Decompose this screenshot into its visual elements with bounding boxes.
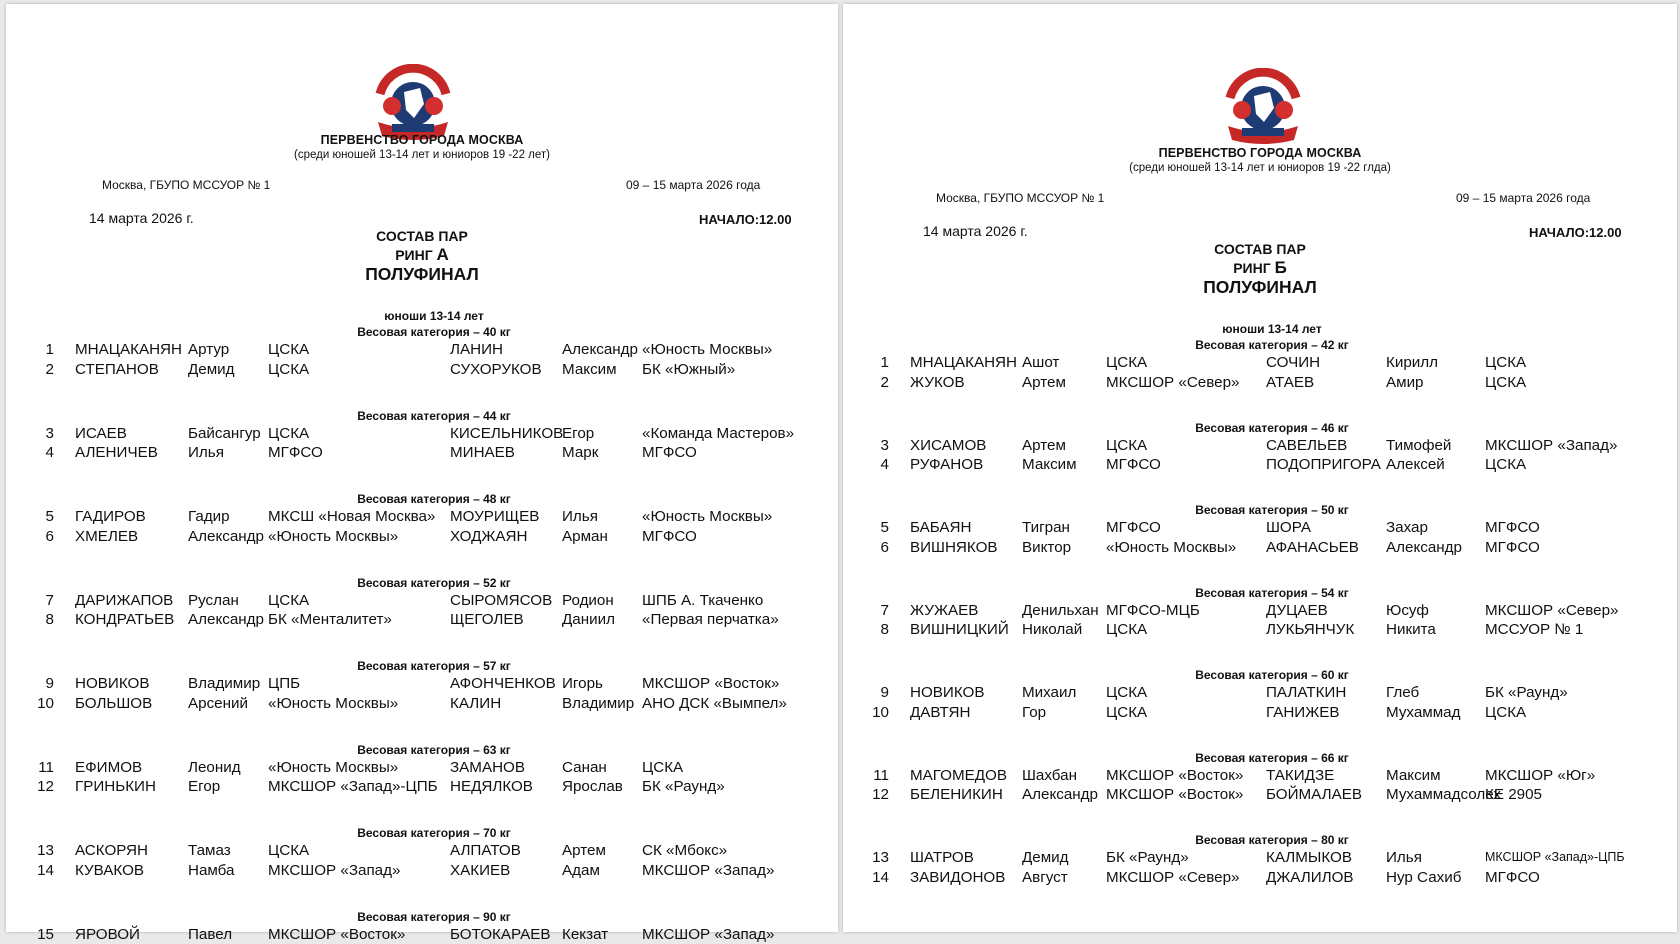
weight-group [6,575,838,630]
boxer-blue-club: ЦСКА [1485,455,1526,475]
boxer-blue-club: БК «Южный» [642,360,735,380]
bout-row [6,340,838,360]
boxer-red-surname: ГАДИРОВ [75,507,146,527]
boxer-blue-surname: ГАНИЖЕВ [1266,703,1340,723]
weight-category: Весовая категория – 46 кг [843,420,1677,436]
bout-number: 7 [871,601,889,621]
boxer-red-club: ЦСКА [1106,683,1147,703]
ring-letter: А [437,245,449,264]
bout-row [6,360,838,380]
boxer-blue-surname: АФОНЧЕНКОВ [450,674,556,694]
boxer-blue-surname: САВЕЛЬЕВ [1266,436,1347,456]
boxer-red-name: Артем [1022,373,1066,393]
boxer-red-club: МГФСО [1106,518,1161,538]
boxer-red-club: МКСШ «Новая Москва» [268,507,435,527]
bout-number: 14 [871,868,889,888]
boxer-red-club: ЦСКА [1106,703,1147,723]
boxer-blue-club: «Юность Москвы» [642,507,772,527]
boxer-blue-name: Игорь [562,674,603,694]
boxer-red-club: МКСШОР «Запад» [268,861,400,881]
weight-group [6,742,838,797]
bout-row [843,683,1677,703]
boxer-red-surname: ДАРИЖАПОВ [75,591,173,611]
weight-category: Весовая категория – 90 кг [6,909,838,925]
bout-number: 3 [871,436,889,456]
boxer-blue-club: ЦСКА [1485,353,1526,373]
boxer-blue-name: Мухаммадсолех [1386,785,1501,805]
boxer-red-surname: БОЛЬШОВ [75,694,152,714]
boxer-blue-club: ЦСКА [642,758,683,778]
bout-number: 9 [36,674,54,694]
boxer-red-name: Владимир [188,674,260,694]
boxer-red-name: Михаил [1022,683,1076,703]
protocol-sheet-ring-b [843,4,1677,932]
boxer-red-club: ЦСКА [1106,353,1147,373]
boxer-blue-surname: ДЖАЛИЛОВ [1266,868,1354,888]
boxer-blue-surname: ШОРА [1266,518,1311,538]
boxer-blue-surname: КИСЕЛЬНИКОВ [450,424,563,444]
boxer-blue-club: МГФСО [642,527,697,547]
boxer-blue-club: МССУОР № 1 [1485,620,1583,640]
boxer-blue-club: БК «Раунд» [1485,683,1568,703]
boxer-red-surname: ХИСАМОВ [910,436,986,456]
bout-number: 2 [36,360,54,380]
boxer-red-name: Шахбан [1022,766,1077,786]
age-group: юноши 13-14 лет [6,308,838,324]
weight-category: Весовая категория – 52 кг [6,575,838,591]
boxer-red-club: «Юность Москвы» [268,694,398,714]
boxer-blue-surname: СЫРОМЯСОВ [450,591,552,611]
weight-group [6,825,838,880]
bout-number: 5 [871,518,889,538]
boxer-blue-club: «Юность Москвы» [642,340,772,360]
boxer-red-club: МКСШОР «Восток» [1106,766,1243,786]
boxer-red-surname: ВИШНИЦКИЙ [910,620,1009,640]
boxer-red-club: ЦСКА [268,841,309,861]
boxing-federation-logo [1220,68,1306,144]
boxer-blue-name: Мухаммад [1386,703,1460,723]
boxer-red-club: МКСШОР «Север» [1106,868,1239,888]
bout-row [843,848,1677,868]
boxer-red-name: Тамаз [188,841,231,861]
ring-label: РИНГ [395,247,436,263]
bout-row [843,436,1677,456]
weight-category: Весовая категория – 48 кг [6,491,838,507]
boxer-blue-name: Максим [562,360,617,380]
boxer-red-surname: ИСАЕВ [75,424,127,444]
boxer-red-club: БК «Раунд» [1106,848,1189,868]
ring-label: РИНГ [1233,260,1274,276]
boxer-blue-name: Кирилл [1386,353,1438,373]
weight-group [6,909,838,944]
boxer-blue-surname: НЕДЯЛКОВ [450,777,533,797]
boxer-red-surname: ЖУЖАЕВ [910,601,978,621]
start-time: НАЧАЛО:12.00 [1529,225,1622,240]
boxer-blue-name: Илья [562,507,598,527]
bout-row [6,527,838,547]
boxer-blue-surname: ТАКИДЗЕ [1266,766,1334,786]
boxer-red-surname: АЛЕНИЧЕВ [75,443,158,463]
boxer-red-name: Максим [1022,455,1077,475]
weight-category: Весовая категория – 57 кг [6,658,838,674]
stage-title: ПОЛУФИНАЛ [6,264,838,285]
bout-row [843,353,1677,373]
boxer-blue-surname: ХАКИЕВ [450,861,510,881]
boxer-red-club: ЦСКА [268,591,309,611]
venue: Москва, ГБУПО МССУОР № 1 [936,191,1104,205]
ring-letter: Б [1275,258,1287,277]
boxer-red-name: Александр [188,527,264,547]
bout-row [843,518,1677,538]
boxer-blue-name: Владимир [562,694,634,714]
boxer-blue-club: МКСШОР «Запад»-ЦПБ [1485,848,1625,868]
boxer-blue-club: ЦСКА [1485,703,1526,723]
boxer-red-surname: НОВИКОВ [75,674,149,694]
bout-row [6,777,838,797]
boxer-red-club: БК «Менталитет» [268,610,392,630]
bout-number: 4 [871,455,889,475]
bout-row [6,674,838,694]
boxer-blue-surname: АТАЕВ [1266,373,1314,393]
bout-row [843,766,1677,786]
bout-number: 14 [36,861,54,881]
boxer-red-surname: КОНДРАТЬЕВ [75,610,174,630]
bout-number: 12 [36,777,54,797]
boxer-blue-club: МКСШОР «Юг» [1485,766,1595,786]
weight-category: Весовая категория – 50 кг [843,502,1677,518]
boxer-red-name: Александр [1022,785,1098,805]
boxer-blue-surname: ЩЕГОЛЕВ [450,610,524,630]
boxer-blue-club: МКСШОР «Восток» [642,674,779,694]
boxer-red-name: Намба [188,861,234,881]
boxer-red-club: ЦПБ [268,674,300,694]
weight-category: Весовая категория – 63 кг [6,742,838,758]
boxer-red-name: Егор [188,777,220,797]
boxer-red-surname: ШАТРОВ [910,848,974,868]
boxer-blue-name: Адам [562,861,600,881]
boxer-red-surname: МНАЦАКАНЯН [910,353,1017,373]
boxer-red-surname: ЯРОВОЙ [75,925,140,944]
boxer-blue-surname: БОЙМАЛАЕВ [1266,785,1362,805]
bouts-list [843,321,1677,887]
boxer-red-surname: МАГОМЕДОВ [910,766,1007,786]
boxer-blue-name: Максим [1386,766,1441,786]
boxer-red-club: МКСШОР «Восток» [268,925,405,944]
bout-number: 6 [36,527,54,547]
bout-row [843,601,1677,621]
boxer-red-club: МКСШОР «Запад»-ЦПБ [268,777,438,797]
weight-category: Весовая категория – 66 кг [843,750,1677,766]
weight-group [843,585,1677,640]
boxer-blue-name: Даниил [562,610,615,630]
weight-category: Весовая категория – 80 кг [843,832,1677,848]
boxer-red-club: ЦСКА [1106,436,1147,456]
boxer-blue-name: Санан [562,758,607,778]
weight-category: Весовая категория – 70 кг [6,825,838,841]
boxer-blue-name: Тимофей [1386,436,1451,456]
boxer-blue-club: КЕ 2905 [1485,785,1542,805]
age-group: юноши 13-14 лет [843,321,1677,337]
boxer-red-name: Александр [188,610,264,630]
boxer-blue-name: Егор [562,424,594,444]
boxer-blue-name: Арман [562,527,608,547]
boxer-blue-name: Марк [562,443,598,463]
boxer-blue-surname: ДУЦАЕВ [1266,601,1328,621]
boxer-red-name: Август [1022,868,1068,888]
boxer-blue-name: Александр [562,340,638,360]
boxing-federation-logo [370,64,456,140]
championship-title: ПЕРВЕНСТВО ГОРОДА МОСКВА [6,133,838,147]
bout-row [6,443,838,463]
boxer-red-club: «Юность Москвы» [1106,538,1236,558]
boxer-red-name: Денильхан [1022,601,1099,621]
boxer-red-surname: ГРИНЬКИН [75,777,156,797]
championship-subtitle: (среди юношей 13-14 лет и юниоров 19 -22 глда) [843,162,1677,174]
boxer-red-name: Руслан [188,591,239,611]
boxer-blue-surname: КАЛМЫКОВ [1266,848,1352,868]
bout-row [6,925,838,944]
boxer-red-club: МГФСО [268,443,323,463]
boxer-blue-name: Никита [1386,620,1436,640]
event-date: 14 марта 2026 г. [89,210,194,226]
boxer-red-surname: ЗАВИДОНОВ [910,868,1005,888]
boxer-blue-club: «Первая перчатка» [642,610,779,630]
boxer-red-name: Арсений [188,694,248,714]
bout-row [843,373,1677,393]
bout-number: 1 [36,340,54,360]
bout-number: 4 [36,443,54,463]
boxer-red-surname: РУФАНОВ [910,455,983,475]
pairs-title: СОСТАВ ПАР [6,228,838,244]
bout-number: 13 [36,841,54,861]
boxer-red-club: ЦСКА [1106,620,1147,640]
championship-title: ПЕРВЕНСТВО ГОРОДА МОСКВА [843,146,1677,160]
bout-row [6,424,838,444]
boxer-blue-name: Родион [562,591,614,611]
weight-group [843,667,1677,722]
event-date: 14 марта 2026 г. [923,223,1028,239]
start-time: НАЧАЛО:12.00 [699,212,792,227]
boxer-red-surname: НОВИКОВ [910,683,984,703]
boxer-blue-surname: АФАНАСЬЕВ [1266,538,1359,558]
boxer-blue-club: СК «Мбокс» [642,841,727,861]
boxer-red-club: МКСШОР «Север» [1106,373,1239,393]
boxer-red-surname: КУВАКОВ [75,861,144,881]
boxer-blue-club: АНО ДСК «Вымпел» [642,694,787,714]
pairs-title: СОСТАВ ПАР [843,241,1677,257]
bout-row [6,694,838,714]
boxer-blue-name: Нур Сахиб [1386,868,1461,888]
boxer-red-surname: ВИШНЯКОВ [910,538,998,558]
bout-row [843,455,1677,475]
boxer-blue-surname: ХОДЖАЯН [450,527,527,547]
championship-subtitle: (среди юношей 13-14 лет и юниоров 19 -22 лет) [6,149,838,161]
boxer-red-surname: АСКОРЯН [75,841,148,861]
weight-group [843,832,1677,887]
boxer-red-surname: ЕФИМОВ [75,758,142,778]
boxer-red-name: Виктор [1022,538,1071,558]
boxer-blue-name: Кекзат [562,925,608,944]
bout-number: 10 [36,694,54,714]
boxer-blue-name: Юсуф [1386,601,1429,621]
boxer-red-name: Илья [188,443,224,463]
boxer-blue-surname: МОУРИЩЕВ [450,507,539,527]
boxer-blue-name: Глеб [1386,683,1419,703]
boxer-red-club: «Юность Москвы» [268,758,398,778]
bout-number: 9 [871,683,889,703]
bout-row [843,703,1677,723]
boxer-blue-surname: СУХОРУКОВ [450,360,542,380]
bout-number: 11 [871,766,889,786]
weight-category: Весовая категория – 42 кг [843,337,1677,353]
bout-row [6,591,838,611]
boxer-blue-name: Амир [1386,373,1424,393]
boxer-red-name: Тигран [1022,518,1070,538]
weight-group [6,324,838,379]
boxer-blue-club: МГФСО [1485,538,1540,558]
boxer-red-club: ЦСКА [268,360,309,380]
boxer-red-name: Демид [1022,848,1069,868]
weight-group [843,420,1677,475]
boxer-red-surname: БАБАЯН [910,518,971,538]
boxer-red-name: Артем [1022,436,1066,456]
boxer-blue-club: МКСШОР «Запад» [642,861,774,881]
boxer-blue-surname: КАЛИН [450,694,501,714]
bout-row [6,841,838,861]
boxer-red-name: Демид [188,360,235,380]
bout-row [6,507,838,527]
bout-row [843,538,1677,558]
boxer-red-name: Николай [1022,620,1082,640]
boxer-red-name: Ашот [1022,353,1059,373]
boxer-red-club: МГФСО-МЦБ [1106,601,1200,621]
bout-number: 6 [871,538,889,558]
bouts-list [6,308,838,944]
boxer-blue-club: «Команда Мастеров» [642,424,794,444]
boxer-blue-name: Ярослав [562,777,623,797]
boxer-blue-club: МКСШОР «Запад» [1485,436,1617,456]
bout-number: 8 [871,620,889,640]
bout-number: 3 [36,424,54,444]
boxer-red-name: Леонид [188,758,241,778]
weight-group [6,408,838,463]
bout-number: 5 [36,507,54,527]
bout-number: 7 [36,591,54,611]
boxer-red-surname: СТЕПАНОВ [75,360,159,380]
ring-title [843,258,1677,278]
weight-group [843,502,1677,557]
bout-number: 12 [871,785,889,805]
weight-category: Весовая категория – 44 кг [6,408,838,424]
boxer-blue-name: Артем [562,841,606,861]
boxer-red-club: МКСШОР «Восток» [1106,785,1243,805]
bout-number: 11 [36,758,54,778]
boxer-blue-name: Захар [1386,518,1428,538]
boxer-blue-surname: АЛПАТОВ [450,841,521,861]
bout-number: 2 [871,373,889,393]
weight-group [843,750,1677,805]
boxer-red-club: «Юность Москвы» [268,527,398,547]
boxer-blue-club: МГФСО [1485,518,1540,538]
bout-number: 15 [36,925,54,944]
boxer-blue-surname: МИНАЕВ [450,443,515,463]
weight-category: Весовая категория – 60 кг [843,667,1677,683]
boxer-blue-name: Илья [1386,848,1422,868]
bout-number: 10 [871,703,889,723]
boxer-red-surname: ЖУКОВ [910,373,965,393]
bout-row [6,610,838,630]
boxer-red-name: Артур [188,340,229,360]
weight-category: Весовая категория – 40 кг [6,324,838,340]
boxer-blue-surname: БОТОКАРАЕВ [450,925,551,944]
boxer-red-surname: БЕЛЕНИКИН [910,785,1003,805]
boxer-blue-club: МКСШОР «Север» [1485,601,1618,621]
boxer-blue-surname: ЛАНИН [450,340,503,360]
boxer-red-name: Гадир [188,507,230,527]
boxer-blue-name: Александр [1386,538,1462,558]
boxer-red-name: Павел [188,925,232,944]
boxer-red-club: ЦСКА [268,424,309,444]
boxer-blue-surname: СОЧИН [1266,353,1320,373]
period: 09 – 15 марта 2026 года [1456,191,1590,205]
bout-row [843,620,1677,640]
weight-group [6,491,838,546]
boxer-red-surname: МНАЦАКАНЯН [75,340,182,360]
boxer-blue-surname: ЛУКЬЯНЧУК [1266,620,1354,640]
boxer-red-surname: ДАВТЯН [910,703,970,723]
weight-group [843,337,1677,392]
weight-category: Весовая категория – 54 кг [843,585,1677,601]
boxer-blue-club: МГФСО [642,443,697,463]
bout-number: 13 [871,848,889,868]
weight-group [6,658,838,713]
boxer-blue-club: МКСШОР «Запад» [642,925,774,944]
boxer-red-name: Байсангур [188,424,261,444]
boxer-blue-club: МГФСО [1485,868,1540,888]
boxer-blue-surname: ПАЛАТКИН [1266,683,1346,703]
bout-row [6,861,838,881]
boxer-red-club: ЦСКА [268,340,309,360]
venue: Москва, ГБУПО МССУОР № 1 [102,178,270,192]
boxer-red-club: МГФСО [1106,455,1161,475]
bout-number: 8 [36,610,54,630]
boxer-blue-club: ЦСКА [1485,373,1526,393]
boxer-blue-club: БК «Раунд» [642,777,725,797]
stage-title: ПОЛУФИНАЛ [843,277,1677,298]
bout-row [843,868,1677,888]
boxer-blue-surname: ПОДОПРИГОРА [1266,455,1381,475]
protocol-sheet-ring-a [6,4,838,932]
boxer-blue-surname: ЗАМАНОВ [450,758,525,778]
boxer-red-name: Гор [1022,703,1046,723]
bout-row [6,758,838,778]
bout-number: 1 [871,353,889,373]
boxer-blue-name: Алексей [1386,455,1445,475]
period: 09 – 15 марта 2026 года [626,178,760,192]
boxer-red-surname: ХМЕЛЕВ [75,527,138,547]
ring-title [6,245,838,265]
boxer-blue-club: ШПБ А. Ткаченко [642,591,763,611]
bout-row [843,785,1677,805]
